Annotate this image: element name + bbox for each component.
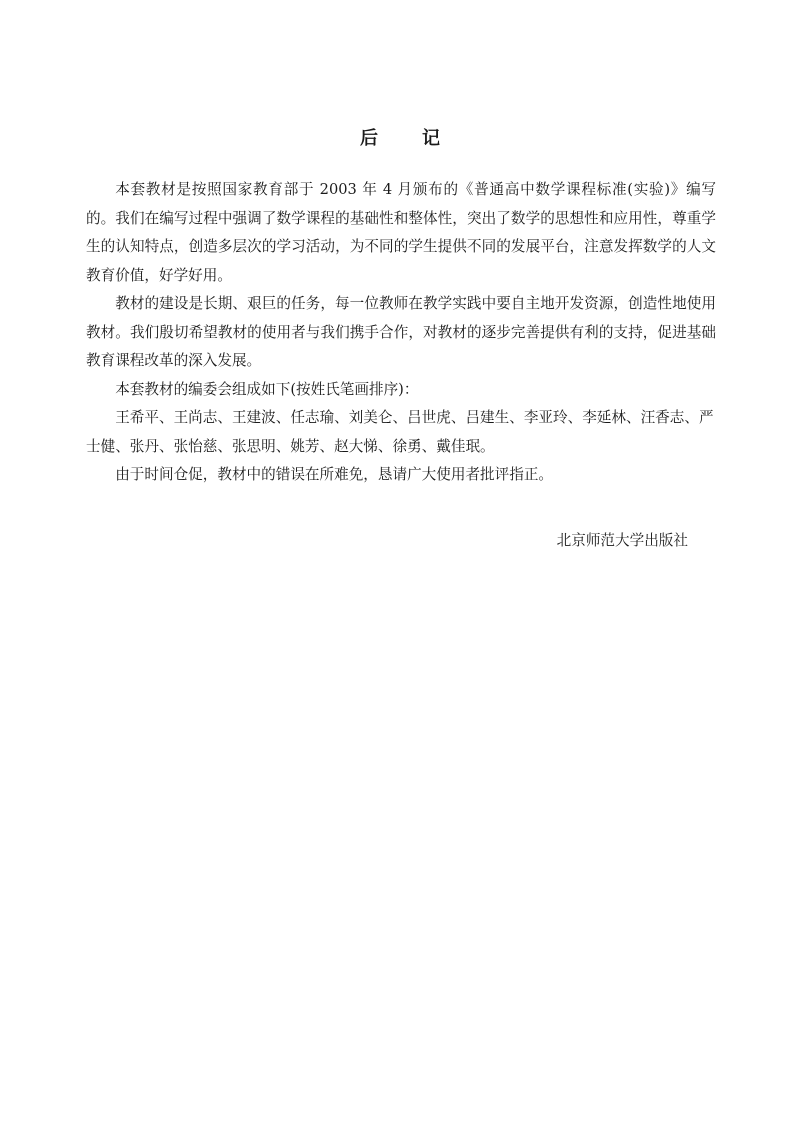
page-title: 后记 [360,128,484,149]
paragraph-intro: 本套教材是按照国家教育部于 2003 年 4 月颁布的《普通高中数学课程标准(实验)》编写的。我们在编写过程中强调了数学课程的基础性和整体性，突出了数学的思想性和应用性，尊重学生的认知特点，创造多层次的学习活动，为不同的学生提供不同的发展平台，注意发挥数学的人文教育价值，好学好用。 [86,181,716,284]
paragraph-apology: 由于时间仓促，教材中的错误在所难免，恳请广大使用者批评指正。 [115,466,554,483]
paragraph-usage: 教材的建设是长期、艰巨的任务，每一位教师在教学实践中要自主地开发资源，创造性地使用教材。我们殷切希望教材的使用者与我们携手合作，对教材的逐步完善提供有利的支持，促进基础教育课程改革的深入发展。 [86,295,716,369]
paragraph-committee-heading: 本套教材的编委会组成如下(按姓氏笔画排序)： [115,380,419,398]
publisher-signature: 北京师范大学出版社 [556,532,688,549]
committee-members: 王希平、王尚志、王建波、任志瑜、刘美仑、吕世虎、吕建生、李亚玲、李延林、汪香志、严士健、张丹、张怡慈、张思明、姚芳、赵大悌、徐勇、戴佳珉。 [86,409,714,455]
body-text [86,176,716,490]
